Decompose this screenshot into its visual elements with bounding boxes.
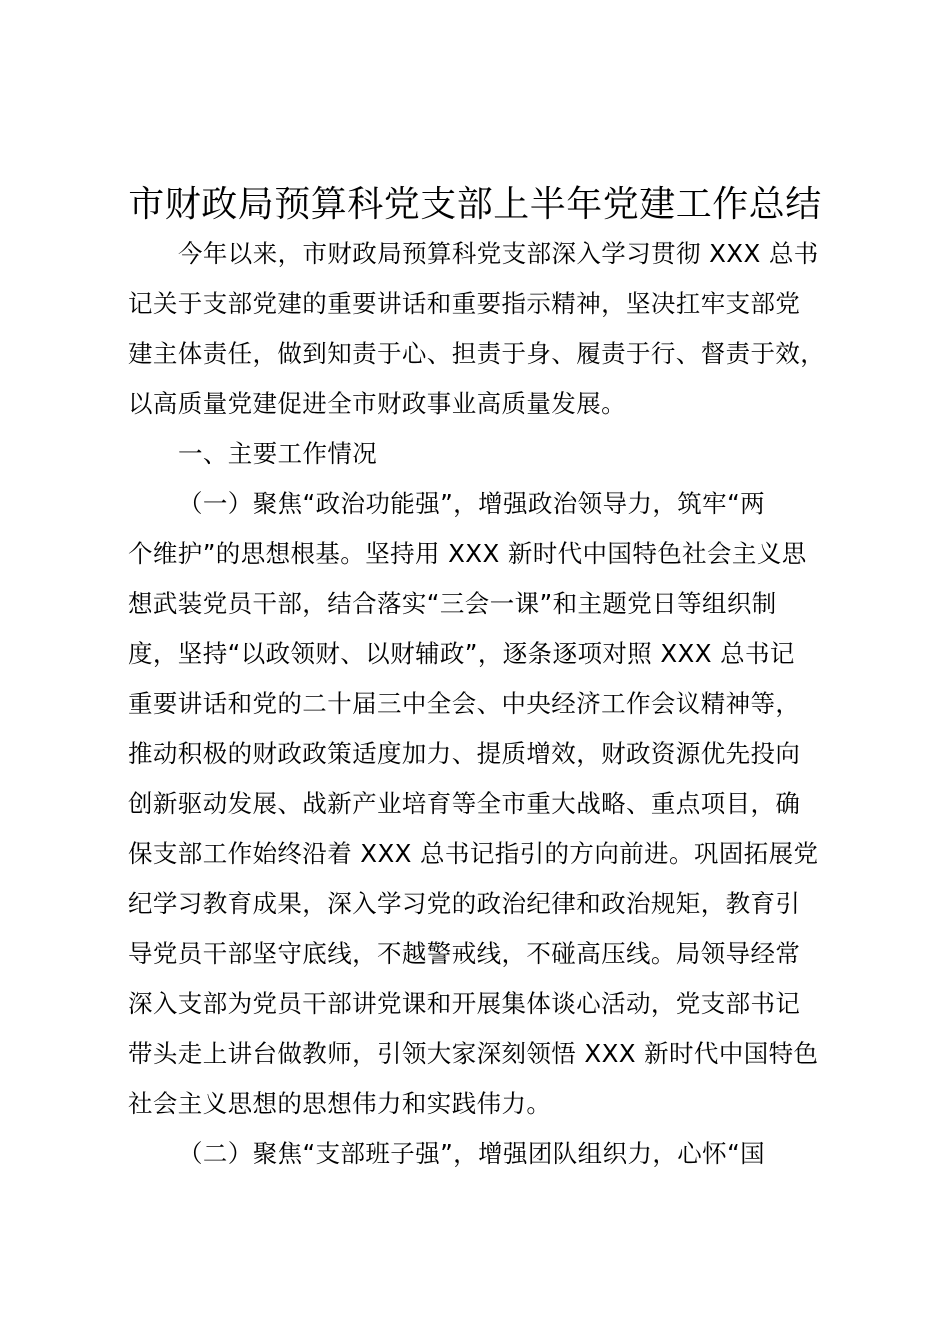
text-line: 纪学习教育成果，深入学习党的政治纪律和政治规矩，教育引 bbox=[128, 889, 801, 918]
document-body bbox=[128, 229, 868, 1179]
text-line: 深入支部为党员干部讲党课和开展集体谈心活动，党支部书记 bbox=[128, 989, 801, 1018]
text-line: 以高质量党建促进全市财政事业高质量发展。 bbox=[128, 389, 626, 418]
section-heading bbox=[128, 429, 868, 479]
text-line: 度，坚持“以政领财、以财辅政”，逐条逐项对照 XXX 总书记 bbox=[128, 639, 795, 668]
text-line: （一）聚焦“政治功能强”，增强政治领导力，筑牢“两 bbox=[178, 489, 766, 518]
text-line: 今年以来，市财政局预算科党支部深入学习贯彻 XXX 总书 bbox=[178, 239, 819, 268]
text-line: 想武装党员干部，结合落实“三会一课”和主题党日等组织制 bbox=[128, 589, 777, 618]
text-line: 导党员干部坚守底线，不越警戒线，不碰高压线。局领导经常 bbox=[128, 939, 801, 968]
paragraph-political-function bbox=[128, 479, 868, 1129]
document-title: 市财政局预算科党支部上半年党建工作总结 bbox=[128, 184, 822, 225]
text-line: 创新驱动发展、战新产业培育等全市重大战略、重点项目，确 bbox=[128, 789, 801, 818]
text-line: 重要讲话和党的二十届三中全会、中央经济工作会议精神等， bbox=[128, 689, 801, 718]
heading-line: 一、主要工作情况 bbox=[178, 439, 378, 468]
text-line: 保支部工作始终沿着 XXX 总书记指引的方向前进。巩固拓展党 bbox=[128, 839, 819, 868]
text-line: 建主体责任，做到知责于心、担责于身、履责于行、督责于效， bbox=[128, 339, 826, 368]
text-line: 社会主义思想的思想伟力和实践伟力。 bbox=[128, 1089, 552, 1118]
paragraph-intro bbox=[128, 229, 868, 429]
text-line: 带头走上讲台做教师，引领大家深刻领悟 XXX 新时代中国特色 bbox=[128, 1039, 819, 1068]
text-line: 记关于支部党建的重要讲话和重要指示精神，坚决扛牢支部党 bbox=[128, 289, 801, 318]
text-line: 推动积极的财政政策适度加力、提质增效，财政资源优先投向 bbox=[128, 739, 801, 768]
text-line: 个维护”的思想根基。坚持用 XXX 新时代中国特色社会主义思 bbox=[128, 539, 807, 568]
text-line: （二）聚焦“支部班子强”，增强团队组织力，心怀“国 bbox=[178, 1139, 766, 1168]
paragraph-branch-team bbox=[128, 1129, 868, 1179]
